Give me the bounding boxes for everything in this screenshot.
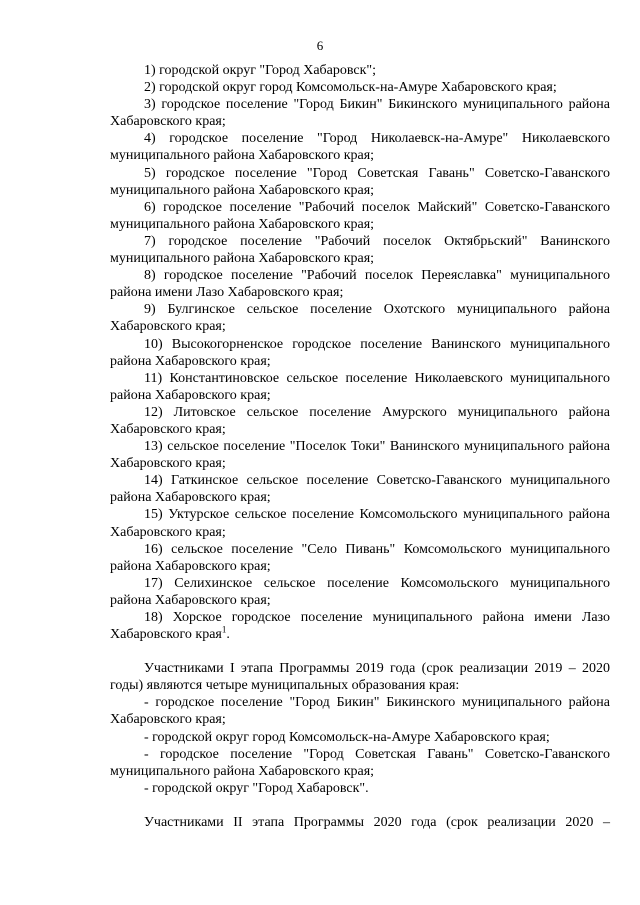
list-item: 15) Уктурское сельское поселение Комсомольского муниципального района Хабаровского края; (110, 507, 610, 540)
footnote-reference[interactable]: 1 (221, 624, 227, 635)
paragraph-gap (110, 643, 610, 660)
stage1-item: - городское поселение "Город Советская Гавань" Советско-Гаванского муниципального района Хабаровского края; (110, 746, 610, 779)
list-item: 3) городское поселение "Город Бикин" Бикинского муниципального района Хабаровского края; (110, 97, 610, 130)
list-item: 11) Константиновское сельское поселение Николаевского муниципального района Хабаровского края; (110, 370, 610, 403)
list-item: 2) городской округ город Комсомольск-на-Амуре Хабаровского края; (144, 80, 557, 96)
list-item: 12) Литовское сельское поселение Амурского муниципального района Хабаровского края; (110, 404, 610, 437)
stage2-intro: Участниками II этапа Программы 2020 года (срок реализации 2020 – (144, 814, 610, 830)
list-item: 9) Булгинское сельское поселение Охотского муниципального района Хабаровского края; (110, 302, 610, 335)
stage1-item: - городской округ город Комсомольск-на-Амуре Хабаровского края; (144, 729, 550, 745)
list-item: 17) Селихинское сельское поселение Комсомольского муниципального района Хабаровского края; (110, 575, 610, 608)
list-item: 1) городской округ "Город Хабаровск"; (144, 63, 377, 78)
document-body (110, 62, 610, 831)
list-item: 10) Высокогорненское городское поселение Ванинского муниципального района Хабаровского края; (110, 336, 610, 369)
list-item-last (110, 609, 610, 643)
paragraph-gap (110, 797, 610, 814)
list-item: 4) городское поселение "Город Николаевск-на-Амуре" Николаевского муниципального района Хабаровского края; (110, 131, 610, 164)
list-item-text: 18) Хорское городское поселение муниципального района имени Лазо Хабаровского края (110, 610, 610, 643)
list-item: 7) городское поселение "Рабочий поселок Октябрьский" Ванинского муниципального района Хабаровского края; (110, 233, 610, 267)
stage1-item: - городское поселение "Город Бикин" Бикинского муниципального района Хабаровского края; (110, 695, 610, 728)
list-item: 6) городское поселение "Рабочий поселок Майский" Советско-Гаванского муниципального района Хабаровского края; (110, 199, 610, 232)
list-item-end: . (226, 627, 230, 643)
list-item: 13) сельское поселение "Поселок Токи" Ванинского муниципального района Хабаровского края; (110, 439, 610, 472)
stage1-item: - городской округ "Город Хабаровск". (144, 780, 369, 796)
stage1-intro: Участниками I этапа Программы 2019 года (срок реализации 2019 – 2020 годы) являются четыре муниципальных образования края: (110, 661, 610, 694)
page-number: 6 (316, 38, 324, 53)
list-item: 5) городское поселение "Город Советская Гавань" Советско-Гаванского муниципального района Хабаровского края; (110, 165, 610, 198)
list-item: 16) сельское поселение "Село Пивань" Комсомольского муниципального района Хабаровского края; (110, 541, 610, 574)
list-item: 14) Гаткинское сельское поселение Советско-Гаванского муниципального района Хабаровского края; (110, 473, 610, 506)
list-item: 8) городское поселение "Рабочий поселок Переяславка" муниципального района имени Лазо Хабаровского края; (110, 268, 610, 301)
